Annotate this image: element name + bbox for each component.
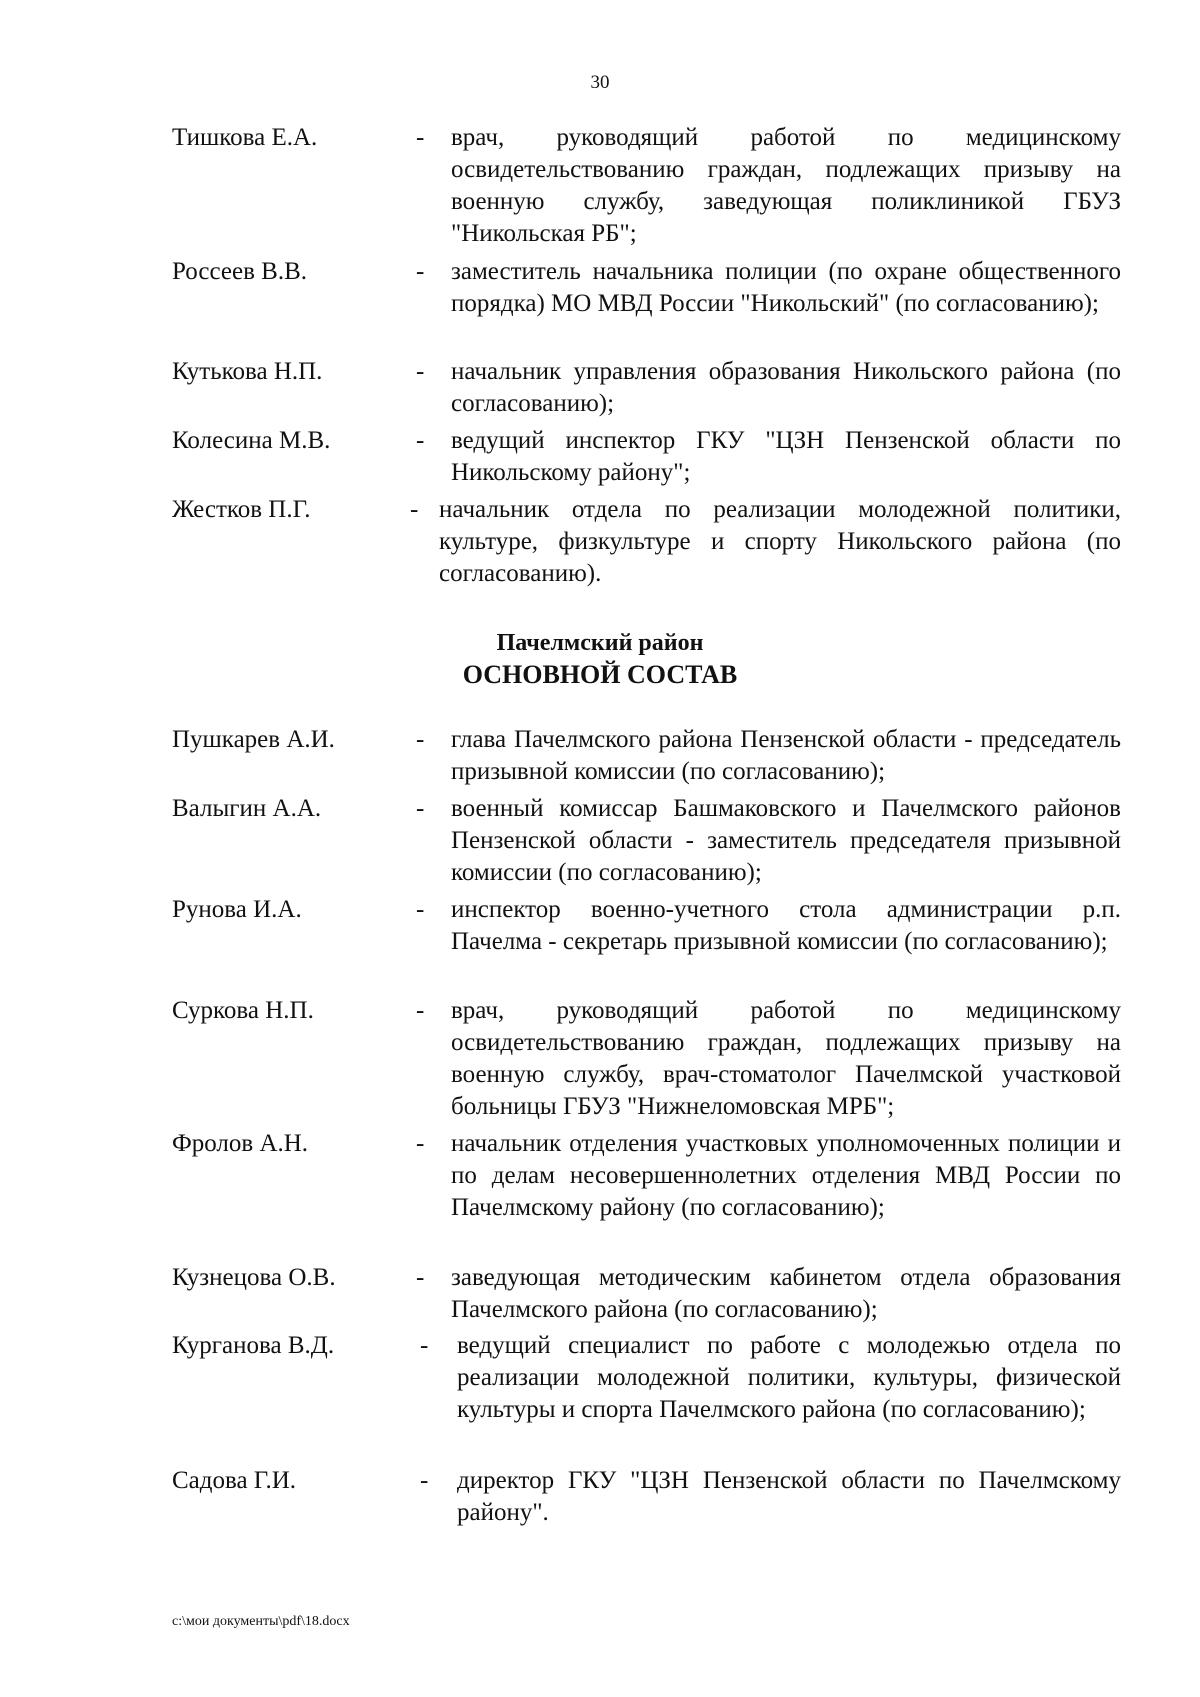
- member-name: Тишкова Е.А.: [172, 124, 318, 151]
- member-name: Фролов А.Н.: [172, 1130, 309, 1157]
- member-name: Кузнецова О.В.: [172, 1264, 336, 1291]
- footer-file-path: c:\мои документы\pdf\18.docx: [172, 1614, 350, 1629]
- member-position: ведущий инспектор ГКУ "ЦЗН Пензенской области по Никольскому району";: [451, 427, 1121, 486]
- dash-separator: -: [416, 1130, 425, 1157]
- member-name: Рунова И.А.: [172, 896, 302, 923]
- member-position: начальник отделения участковых уполномоченных полиции и по делам несовершеннолетних отделения МВД России по Пачелмскому району (по согласованию);: [451, 1130, 1121, 1221]
- member-position: начальник управления образования Никольского района (по согласованию);: [451, 358, 1121, 417]
- district-heading: Пачелмский район: [496, 630, 704, 656]
- member-position: заместитель начальника полиции (по охране общественного порядка) МО МВД России "Никольский" (по согласованию);: [451, 258, 1121, 317]
- dash-separator: -: [416, 358, 425, 385]
- member-position: заведующая методическим кабинетом отдела образования Пачелмского района (по согласованию);: [451, 1264, 1121, 1323]
- member-position: врач, руководящий работой по медицинскому освидетельствованию граждан, подлежащих призыву на военную службу, врач-стоматолог Пачелмской участковой больницы ГБУЗ "Нижнеломовская МРБ";: [451, 997, 1121, 1120]
- dash-separator: -: [416, 795, 425, 822]
- section-title: ОСНОВНОЙ СОСТАВ: [462, 660, 738, 689]
- dash-separator: -: [410, 496, 419, 523]
- member-name: Валыгин А.А.: [172, 795, 322, 822]
- dash-separator: -: [416, 1264, 425, 1291]
- dash-separator: -: [416, 124, 425, 151]
- dash-separator: -: [416, 258, 425, 285]
- member-name: Пушкарев А.И.: [172, 726, 335, 753]
- member-name: Суркова Н.П.: [172, 997, 314, 1024]
- page-number: 30: [590, 72, 610, 93]
- member-name: Жестков П.Г.: [172, 496, 311, 523]
- member-position: инспектор военно-учетного стола администрации р.п. Пачелма - секретарь призывной комиссии (по согласованию);: [451, 896, 1121, 955]
- member-position: врач, руководящий работой по медицинскому освидетельствованию граждан, подлежащих призыву на военную службу, заведующая поликлиникой ГБУЗ "Никольская РБ";: [451, 124, 1121, 247]
- dash-separator: -: [416, 896, 425, 923]
- dash-separator: -: [416, 726, 425, 753]
- member-name: Курганова В.Д.: [172, 1332, 335, 1359]
- member-position: ведущий специалист по работе с молодежью отдела по реализации молодежной политики, культуры, физической культуры и спорта Пачелмского района (по согласованию);: [457, 1332, 1121, 1423]
- member-position: директор ГКУ "ЦЗН Пензенской области по Пачелмскому району".: [457, 1467, 1121, 1526]
- dash-separator: -: [420, 1467, 429, 1494]
- member-name: Россеев В.В.: [172, 258, 307, 285]
- dash-separator: -: [420, 1332, 429, 1359]
- member-position: начальник отдела по реализации молодежной политики, культуре, физкультуре и спорту Никольского района (по согласованию).: [439, 496, 1121, 587]
- member-name: Колесина М.В.: [172, 427, 331, 454]
- dash-separator: -: [416, 997, 425, 1024]
- member-name: Садова Г.И.: [172, 1467, 296, 1494]
- member-position: глава Пачелмского района Пензенской области - председатель призывной комиссии (по согласованию);: [451, 726, 1121, 785]
- dash-separator: -: [416, 427, 425, 454]
- member-name: Кутькова Н.П.: [172, 358, 323, 385]
- member-position: военный комиссар Башмаковского и Пачелмского районов Пензенской области - заместитель председателя призывной комиссии (по согласованию);: [451, 795, 1121, 886]
